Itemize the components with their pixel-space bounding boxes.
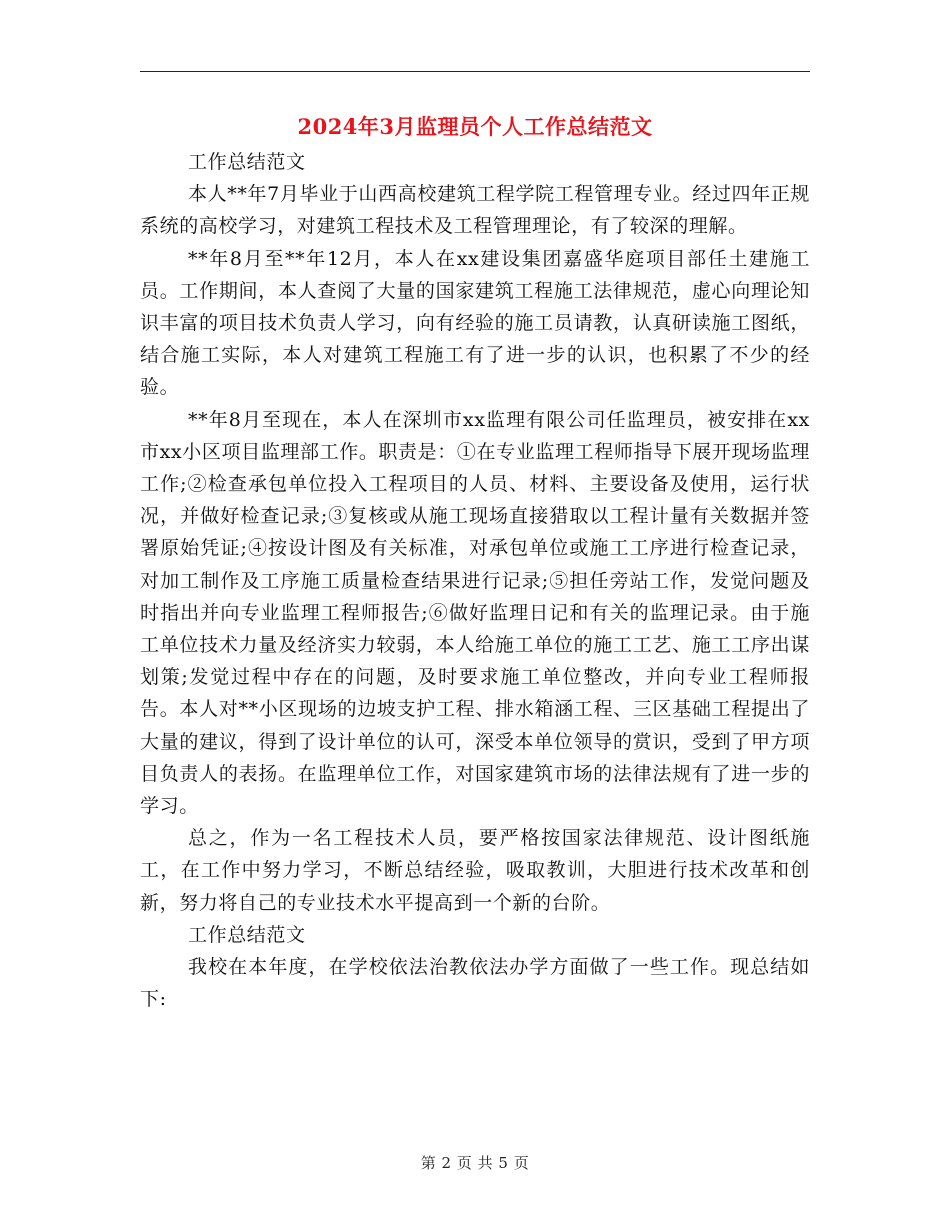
paragraph-supervision-work: **年8月至现在，本人在深圳市xx监理有限公司任监理员，被安排在xx市xx小区项目监理部工作。职责是：①在专业监理工程师指导下展开现场监理工作;②检查承包单位投入工程项目的人员、材料、主要设备及使用，运行状况，并做好检查记录;③复核或从施工现场直接猎取以工程计量有关数据并签署原始凭证;④按设计图及有关标准，对承包单位或施工工序进行检查记录，对加工制作及工序施工质量检查结果进行记录;⑤担任旁站工作，发觉问题及时指出并向专业监理工程师报告;⑥做好监理日记和有关的监理记录。由于施工单位技术力量及经济实力较弱，本人给施工单位的施工工艺、施工工序出谋划策;发觉过程中存在的问题，及时要求施工单位整改，并向专业工程师报告。本人对**小区现场的边坡支护工程、排水箱涵工程、三区基础工程提出了大量的建议，得到了设计单位的认可，深受本单位领导的赏识，受到了甲方项目负责人的表扬。在监理单位工作，对国家建筑市场的法律法规有了进一步的学习。 xyxy=(140,408,810,818)
page-number-footer: 第 2 页 共 5 页 xyxy=(420,1154,530,1172)
paragraph-section-heading: 工作总结范文 xyxy=(188,151,306,173)
document-title: 2024年3月监理员个人工作总结范文 xyxy=(297,114,653,139)
document-body xyxy=(140,146,810,1015)
paragraph-section-heading-2: 工作总结范文 xyxy=(188,923,306,946)
paragraph-school-summary: 我校在本年度，在学校依法治教依法办学方面做了一些工作。现总结如下: xyxy=(140,956,810,1011)
paragraph-construction-work: **年8月至**年12月，本人在xx建设集团嘉盛华庭项目部任土建施工员。工作期间，本人查阅了大量的国家建筑工程施工法律规范，虚心向理论知识丰富的项目技术负责人学习，向有经验的施工员请教，认真研读施工图纸，结合施工实际，本人对建筑工程施工有了进一步的认识，也积累了不少的经验。 xyxy=(140,247,810,399)
paragraph-education: 本人**年7月毕业于山西高校建筑工程学院工程管理专业。经过四年正规系统的高校学习，对建筑工程技术及工程管理理论，有了较深的理解。 xyxy=(140,183,810,238)
header-rule xyxy=(140,71,810,72)
paragraph-conclusion: 总之，作为一名工程技术人员，要严格按国家法律规范、设计图纸施工，在工作中努力学习，不断总结经验，吸取教训，大胆进行技术改革和创新，努力将自己的专业技术水平提高到一个新的台阶。 xyxy=(140,827,810,914)
